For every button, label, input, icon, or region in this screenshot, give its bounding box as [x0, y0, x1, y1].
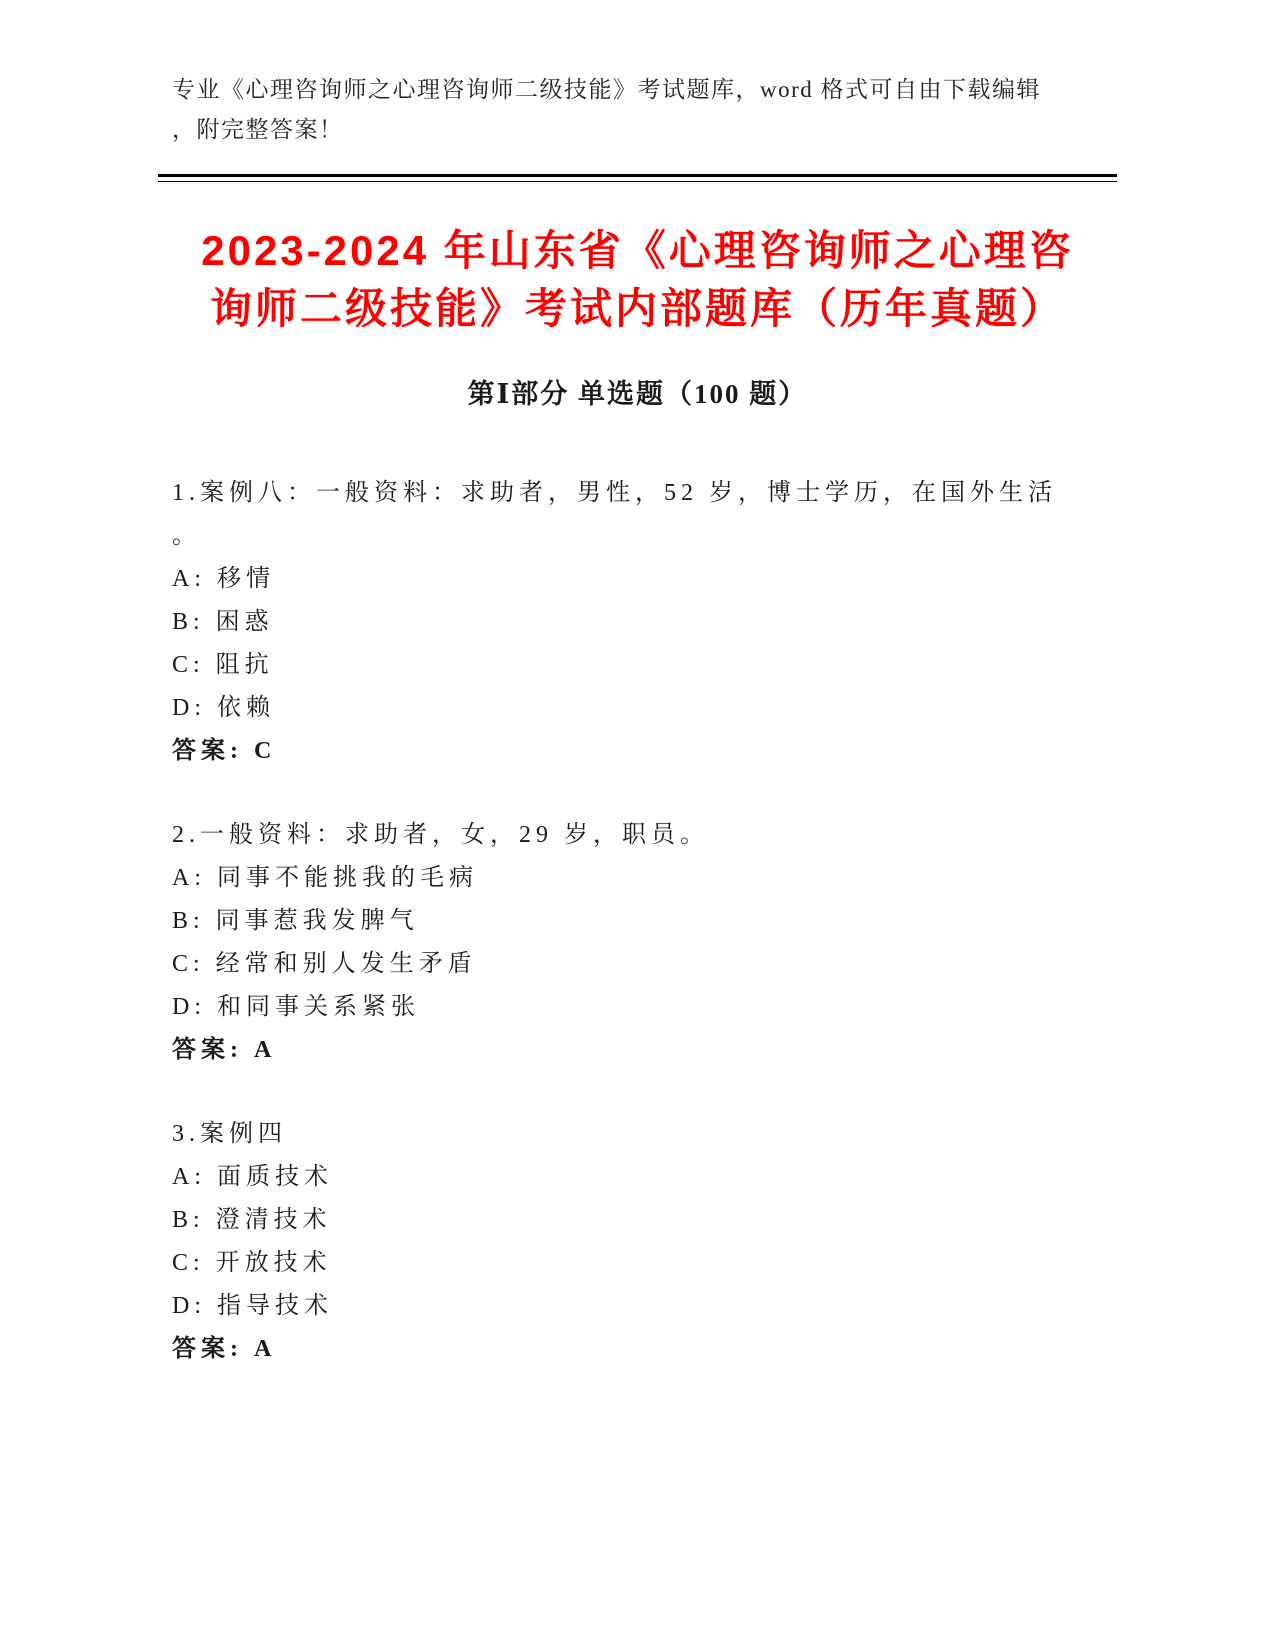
- answer-line: 答案: C: [172, 738, 277, 764]
- document-title-line1: 2023-2024 年山东省《心理咨询师之心理咨: [201, 227, 1074, 274]
- question-text: 3.案例四: [172, 1121, 287, 1147]
- question-text-wrap: 。: [172, 523, 201, 549]
- option-c: C: 经常和别人发生矛盾: [172, 951, 477, 977]
- question-block-2: [172, 814, 1103, 1072]
- question-block-3: [172, 1113, 1103, 1371]
- document-title: [172, 222, 1103, 338]
- option-b: B: 澄清技术: [172, 1207, 332, 1233]
- option-d: D: 和同事关系紧张: [172, 994, 420, 1020]
- question-list: [172, 472, 1103, 1371]
- option-b: B: 困惑: [172, 609, 274, 635]
- option-c: C: 阻抗: [172, 652, 274, 678]
- option-a: A: 面质技术: [172, 1164, 333, 1190]
- header-divider-rule: [158, 174, 1117, 182]
- answer-line: 答案: A: [172, 1336, 277, 1362]
- header-note-line1: 专业《心理咨询师之心理咨询师二级技能》考试题库，word 格式可自由下载编辑: [172, 77, 1042, 102]
- header-note-line2: ，附完整答案！: [172, 117, 344, 142]
- document-title-line2: 询师二级技能》考试内部题库（历年真题）: [209, 285, 1065, 332]
- option-a: A: 同事不能挑我的毛病: [172, 865, 478, 891]
- option-d: D: 指导技术: [172, 1293, 333, 1319]
- option-b: B: 同事惹我发脾气: [172, 908, 419, 934]
- section-heading: 第Ⅰ部分 单选题（100 题）: [467, 379, 808, 409]
- answer-line: 答案: A: [172, 1037, 277, 1063]
- header-note: [172, 70, 1103, 150]
- option-c: C: 开放技术: [172, 1250, 332, 1276]
- question-text: 1.案例八：一般资料：求助者，男性，52 岁，博士学历，在国外生活: [172, 480, 1057, 506]
- question-block-1: [172, 472, 1103, 773]
- question-text: 2.一般资料：求助者，女，29 岁，职员。: [172, 822, 709, 848]
- option-a: A: 移情: [172, 566, 275, 592]
- option-d: D: 依赖: [172, 695, 275, 721]
